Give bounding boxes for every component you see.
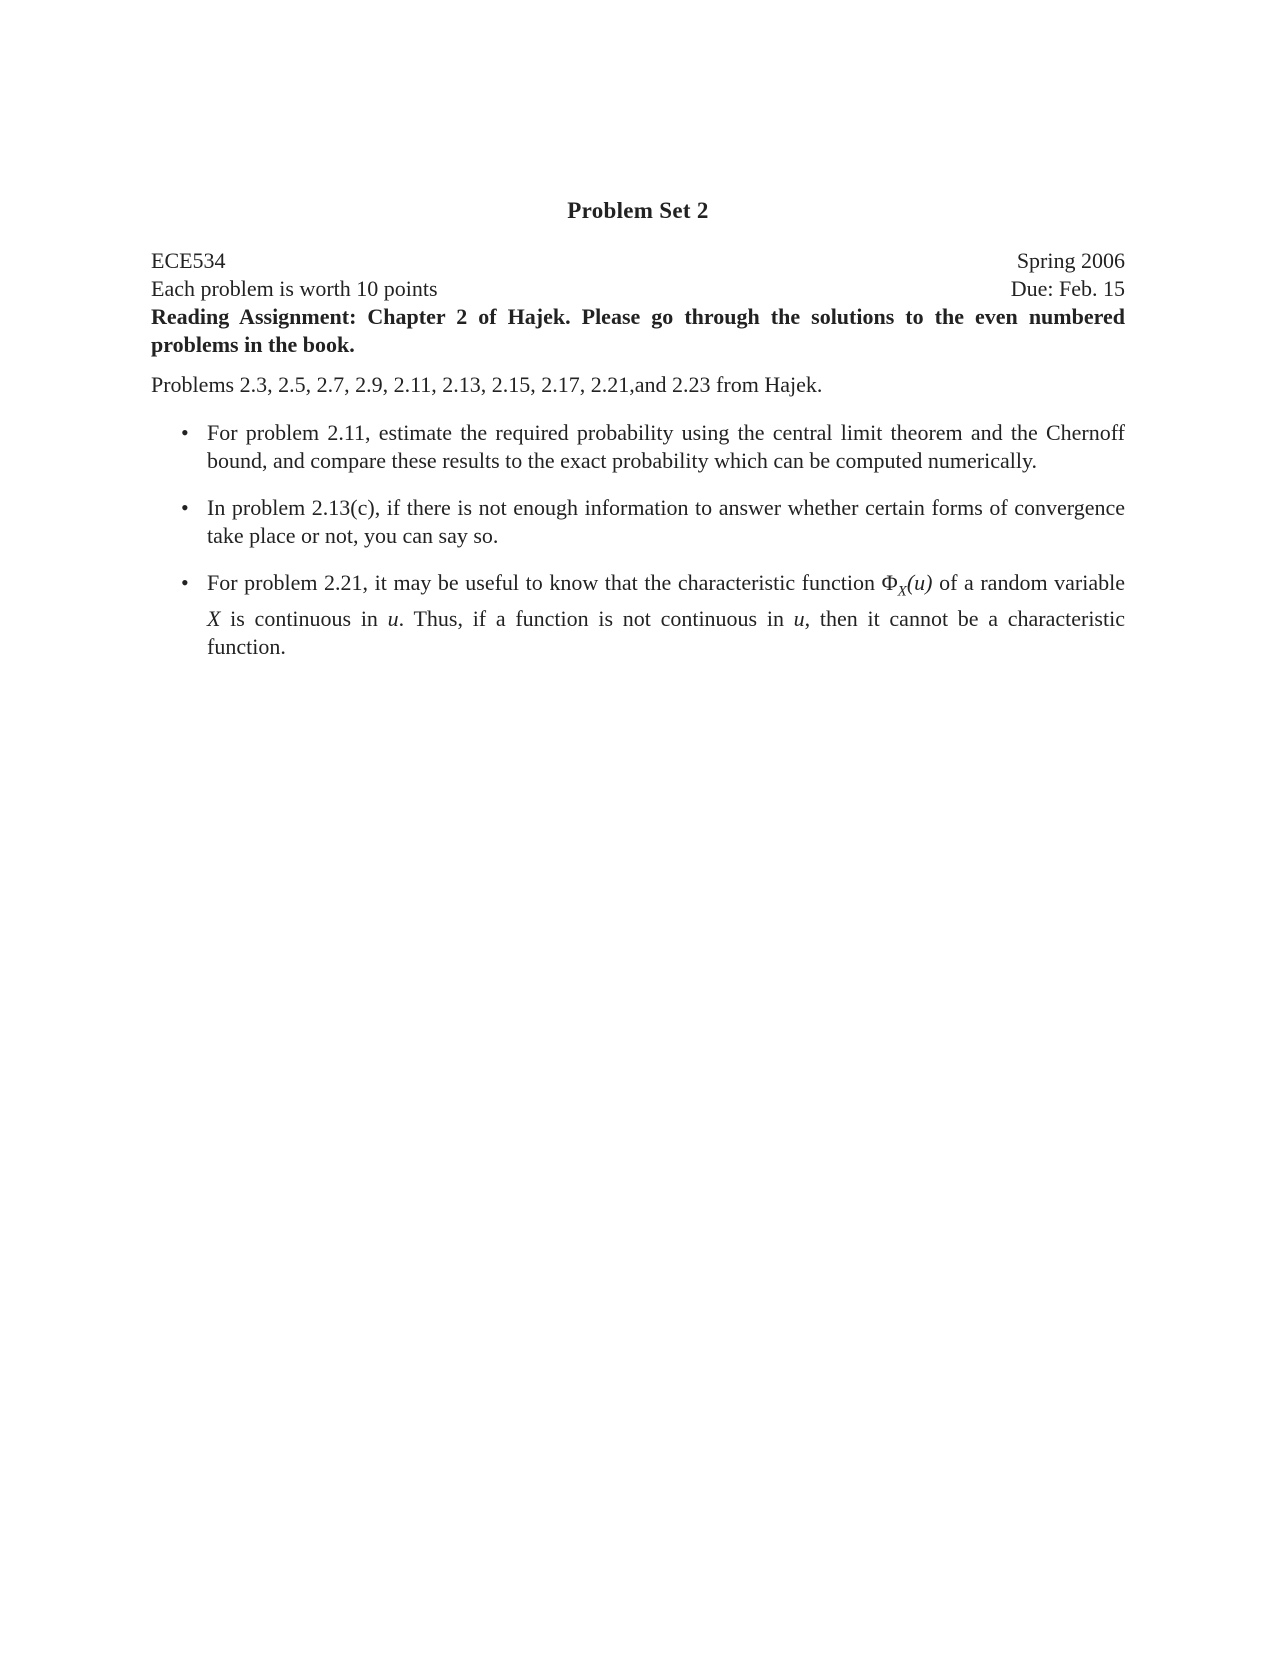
problem-set-page xyxy=(151,196,1125,680)
problem-list: Problems 2.3, 2.5, 2.7, 2.9, 2.11, 2.13, 2.15, 2.17, 2.21,and 2.23 from Hajek. xyxy=(151,372,823,397)
note-item xyxy=(151,494,1125,550)
note-text-part: of a random variable xyxy=(932,570,1125,595)
math-phi: Φ xyxy=(881,570,898,595)
term: Spring 2006 xyxy=(1016,248,1125,273)
points-note: Each problem is worth 10 points xyxy=(151,276,438,301)
note-text-part: For problem 2.21, it may be useful to know that the characteristic function xyxy=(207,570,882,595)
course-code: ECE534 xyxy=(151,248,226,273)
math-phi-subscript: X xyxy=(897,583,907,600)
note-text-part: , then it cannot be a characteristic function. xyxy=(207,606,1125,660)
note-text: For problem 2.11, estimate the required probability using the central limit theorem and the Chernoff bound, and compare these results to the exact probability which can be computed numerically. xyxy=(207,420,1125,473)
note-item xyxy=(151,419,1125,475)
bullet-icon: • xyxy=(181,420,189,445)
note-text: In problem 2.13(c), if there is not enough information to answer whether certain forms of convergence take place or not, you can say so. xyxy=(207,495,1125,548)
note-text-part: is continuous in xyxy=(220,606,388,632)
bullet-icon: • xyxy=(181,495,189,520)
bullet-icon: • xyxy=(181,570,189,595)
header-row-1 xyxy=(151,247,1125,275)
reading-assignment: Reading Assignment: Chapter 2 of Hajek. Please go through the solutions to the even numbered problems in the book. xyxy=(151,304,1125,357)
note-item xyxy=(151,569,1125,661)
header-row-2 xyxy=(151,275,1125,303)
math-variable-u: u xyxy=(387,606,399,632)
note-text-part: . Thus, if a function is not continuous in xyxy=(398,606,794,632)
due-date: Due: Feb. 15 xyxy=(1010,276,1125,301)
notes-list xyxy=(151,419,1125,661)
math-phi-argument: (u) xyxy=(906,570,933,595)
math-variable-x: X xyxy=(207,606,221,632)
page-title: Problem Set 2 xyxy=(567,198,709,223)
math-variable-u: u xyxy=(793,606,805,632)
